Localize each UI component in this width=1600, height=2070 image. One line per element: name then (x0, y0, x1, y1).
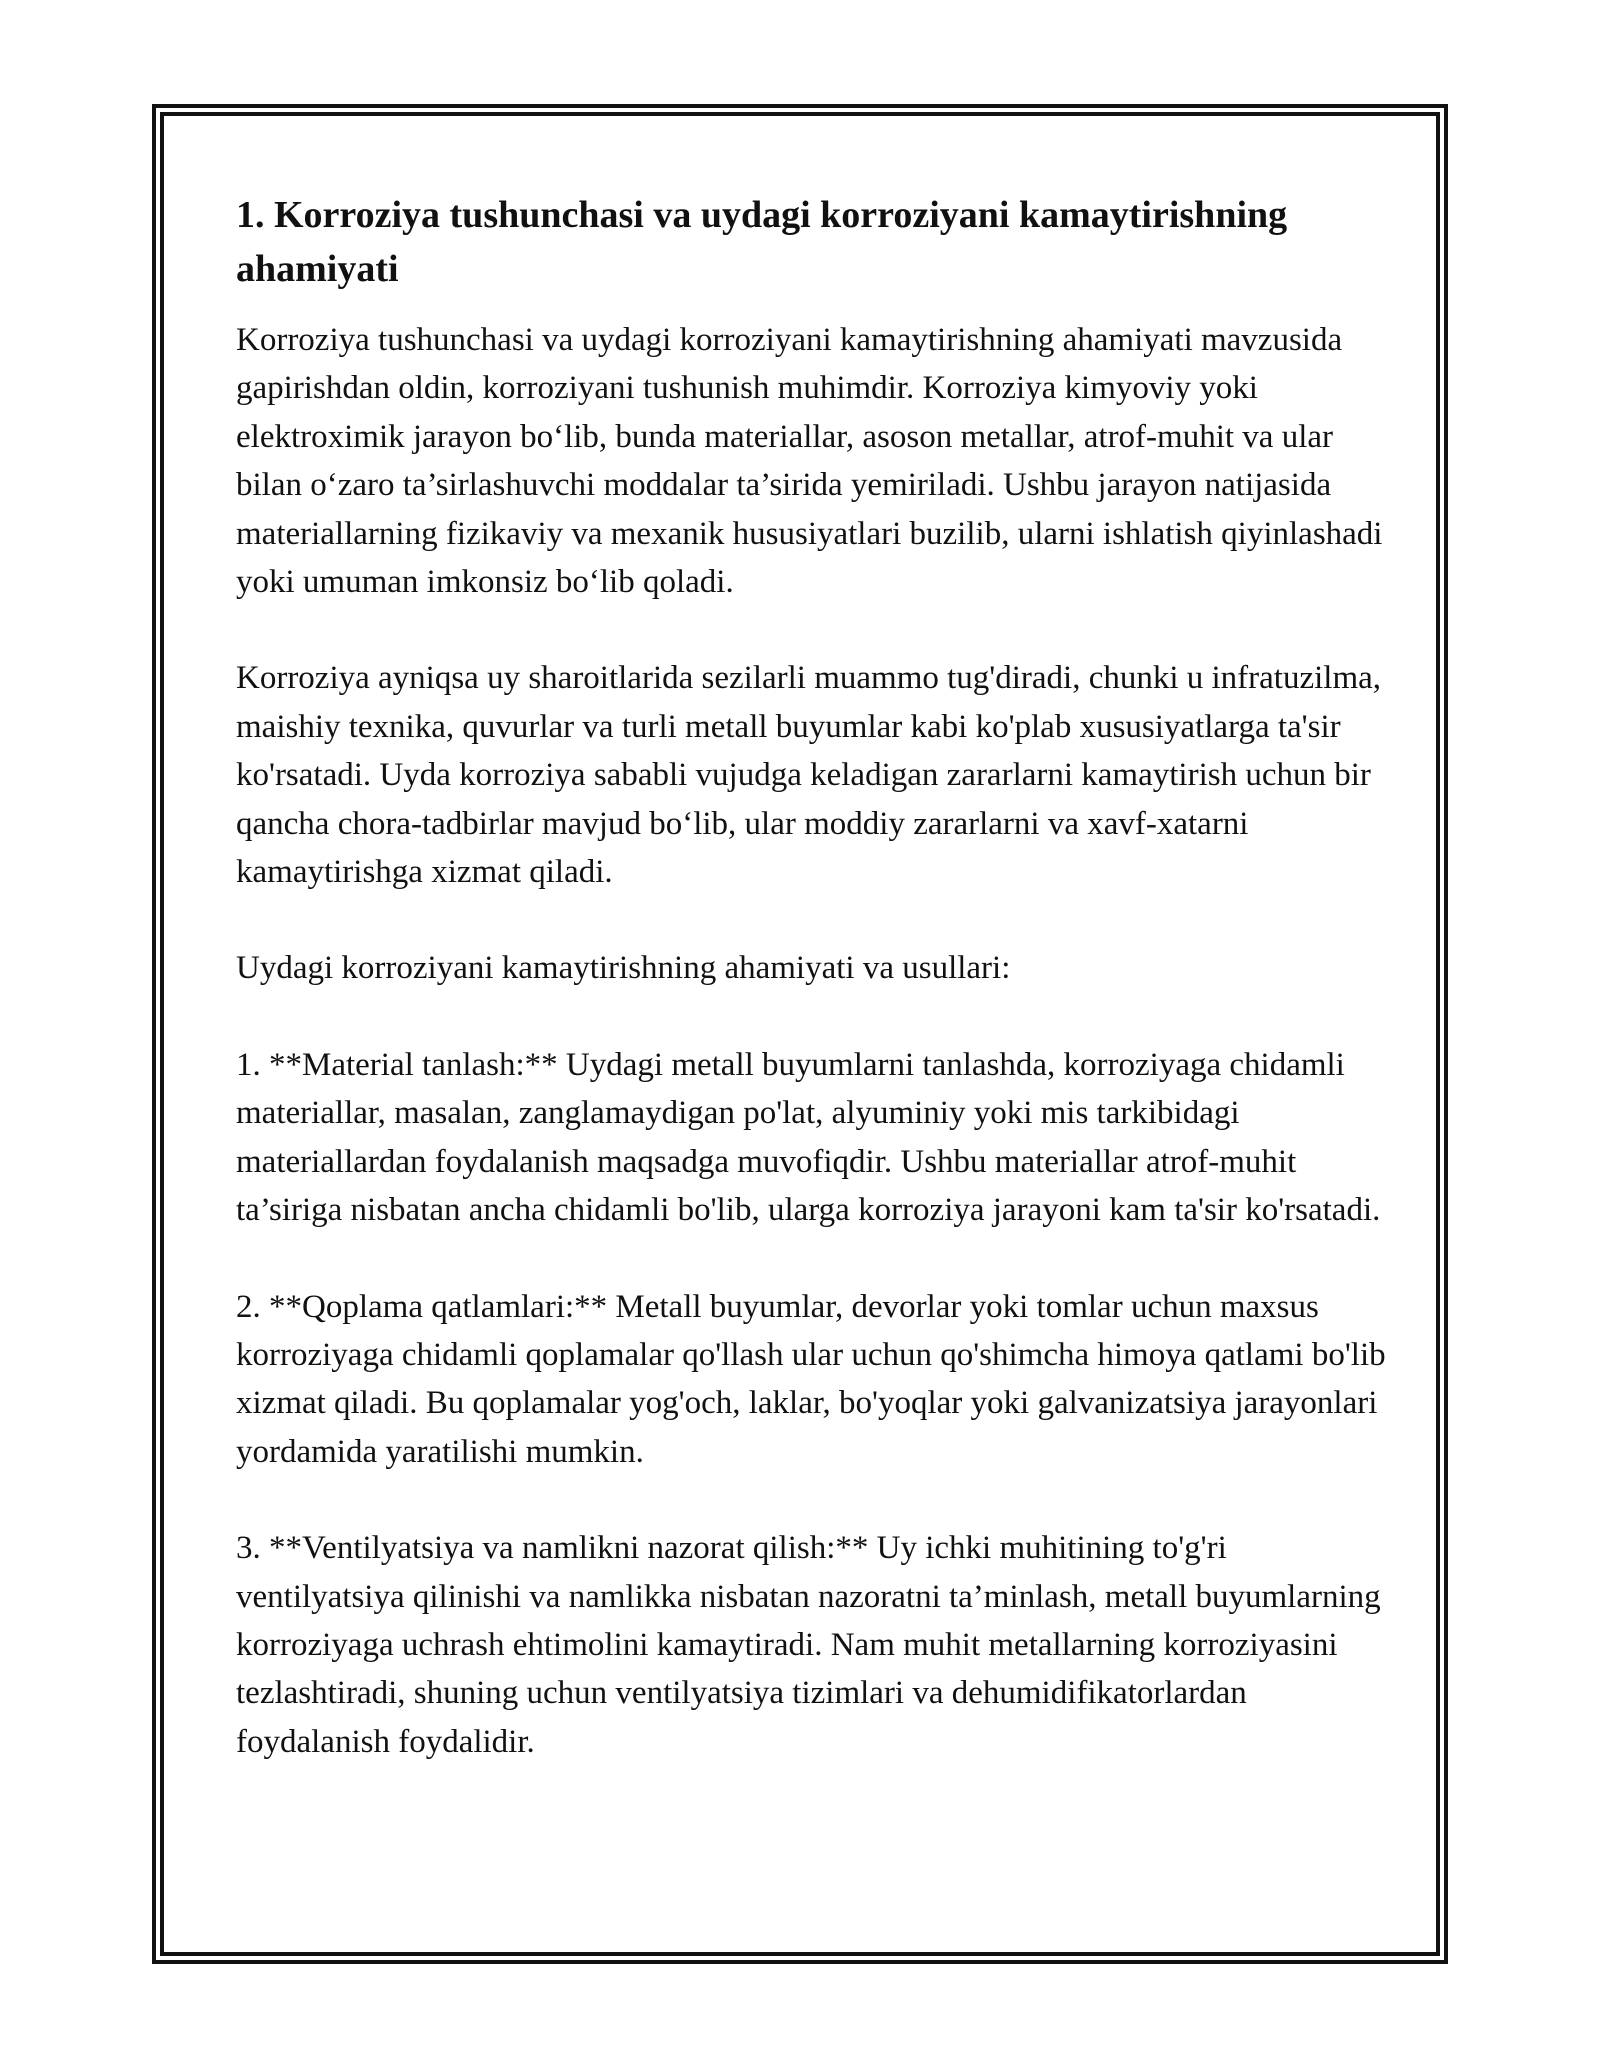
paragraph-methods-intro: Uydagi korroziyani kamaytirishning ahamiyati va usullari: (236, 950, 1011, 987)
document-body (236, 188, 1386, 1814)
list-item-ventilation: 3. **Ventilyatsiya va namlikni nazorat qilish:** Uy ichki muhitining to'g'ri ventilyatsiya qilinishi va namlikka nisbatan nazoratni ta’minlash, metall buyumlarning korroziyaga uchrash ehtimolini kamaytiradi. Nam muhit metallarning korroziyasini tezlashtiradi, shuning uchun ventilyatsiya tizimlari va dehumidifikatorlardan foydalanish foydalidir. (236, 1530, 1381, 1760)
paragraph-household: Korroziya ayniqsa uy sharoitlarida sezilarli muammo tug'diradi, chunki u infratuzilma, maishiy texnika, quvurlar va turli metall buyumlar kabi ko'plab xususiyatlarga ta'sir ko'rsatadi. Uyda korroziya sababli vujudga keladigan zararlarni kamaytirish uchun bir qancha chora-tadbirlar mavjud bo‘lib, ular moddiy zararlarni va xavf-xatarni kamaytirishga xizmat qiladi. (236, 660, 1382, 891)
list-item-coating: 2. **Qoplama qatlamlari:** Metall buyumlar, devorlar yoki tomlar uchun maxsus korroziyaga chidamli qoplamalar qo'llash ular uchun qo'shimcha himoya qatlami bo'lib xizmat qiladi. Bu qoplamalar yog'och, laklar, bo'yoqlar yoki galvanizatsiya jarayonlari yordamida yaratilishi mumkin. (236, 1288, 1386, 1470)
list-item-material: 1. **Material tanlash:** Uydagi metall buyumlarni tanlashda, korroziyaga chidamli materiallar, masalan, zanglamaydigan po'lat, alyuminiy yoki mis tarkibidagi materiallardan foydalanish maqsadga muvofiqdir. Ushbu materiallar atrof-muhit ta’siriga nisbatan ancha chidamli bo'lib, ularga korroziya jarayoni kam ta'sir ko'rsatadi. (236, 1046, 1381, 1229)
paragraph-intro: Korroziya tushunchasi va uydagi korroziyani kamaytirishning ahamiyati mavzusida gapirishdan oldin, korroziyani tushunish muhimdir. Korroziya kimyoviy yoki elektroximik jarayon bo‘lib, bunda materiallar, asoson metallar, atrof-muhit va ular bilan o‘zaro ta’sirlashuvchi moddalar ta’sirida yemiriladi. Ushbu jarayon natijasida materiallarning fizikaviy va mexanik hususiyatlari buzilib, ularni ishlatish qiyinlashadi yoki umuman imkonsiz bo‘lib qoladi. (236, 322, 1383, 601)
section-heading: 1. Korroziya tushunchasi va uydagi korroziyani kamaytirishning ahamiyati (236, 194, 1288, 290)
